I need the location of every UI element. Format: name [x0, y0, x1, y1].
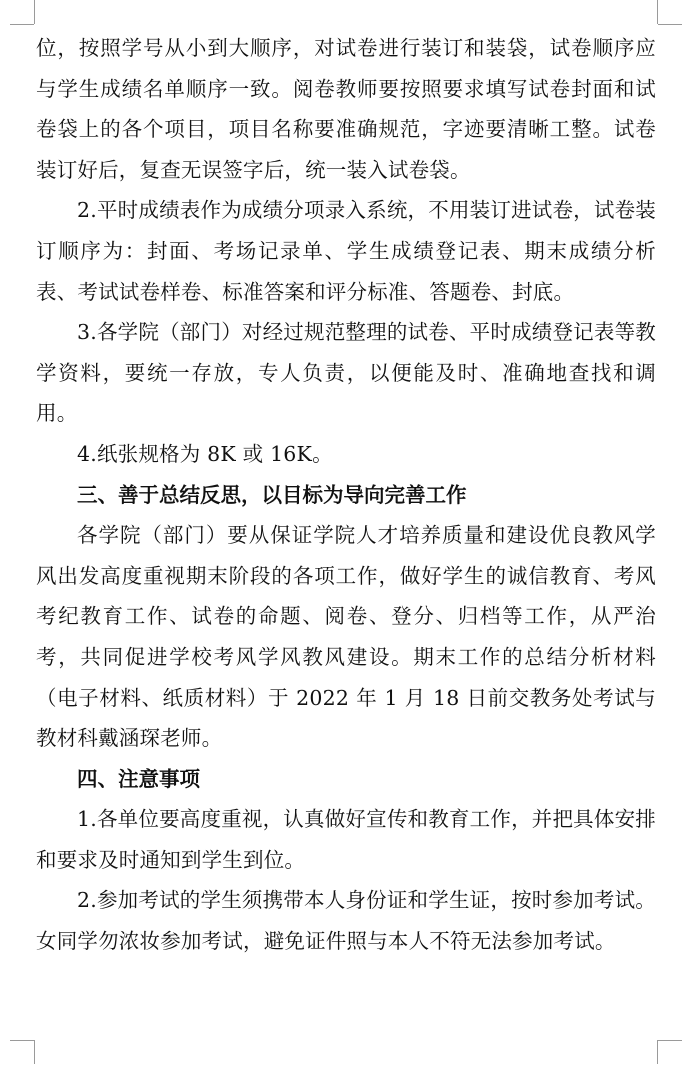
- crop-mark-top-right: [658, 24, 682, 25]
- paragraph-item-4: 4.纸张规格为 8K 或 16K。: [77, 441, 333, 466]
- section-heading-4: 四、注意事项: [77, 766, 200, 791]
- crop-mark-bottom-right: [658, 1040, 682, 1041]
- paragraph-summary: 各学院（部门）要从保证学院人才培养质量和建设优良教风学风出发高度重视期末阶段的各项工作，做好学生的诚信教育、考风考纪教育工作、试卷的命题、阅卷、登分、归档等工作，从严治考，共同促进学校考风学风教风建设。期末工作的总结分析材料（电子材料、纸质材料）于 2022 年 1 月 18 日前交教务处考试与教材科戴涵琛老师。: [36, 523, 656, 751]
- crop-mark-bottom-right: [657, 1040, 658, 1064]
- crop-mark-top-left: [10, 24, 34, 25]
- section-heading-3: 三、善于总结反思，以目标为导向完善工作: [77, 482, 467, 507]
- crop-mark-bottom-left: [34, 1040, 35, 1064]
- paragraph-item-3: 3.各学院（部门）对经过规范整理的试卷、平时成绩登记表等教学资料，要统一存放，专人负责，以便能及时、准确地查找和调用。: [36, 320, 656, 426]
- crop-mark-top-left: [34, 0, 35, 24]
- crop-mark-top-right: [657, 0, 658, 24]
- paragraph-notice-2: 2.参加考试的学生须携带本人身份证和学生证，按时参加考试。女同学勿浓妆参加考试，避免证件照与本人不符无法参加考试。: [36, 888, 656, 954]
- paragraph-item-2: 2.平时成绩表作为成绩分项录入系统，不用装订进试卷，试卷装订顺序为：封面、考场记录单、学生成绩登记表、期末成绩分析表、考试试卷样卷、标准答案和评分标准、答题卷、封底。: [36, 198, 656, 304]
- paragraph-continuation: 位，按照学号从小到大顺序，对试卷进行装订和装袋，试卷顺序应与学生成绩名单顺序一致。阅卷教师要按照要求填写试卷封面和试卷袋上的各个项目，项目名称要准确规范，字迹要清晰工整。试卷装订好后，复查无误签字后，统一装入试卷袋。: [36, 36, 656, 182]
- paragraph-notice-1: 1.各单位要高度重视，认真做好宣传和教育工作，并把具体安排和要求及时通知到学生到位。: [36, 807, 656, 872]
- document-body[interactable]: [36, 28, 656, 962]
- crop-mark-bottom-left: [10, 1040, 34, 1041]
